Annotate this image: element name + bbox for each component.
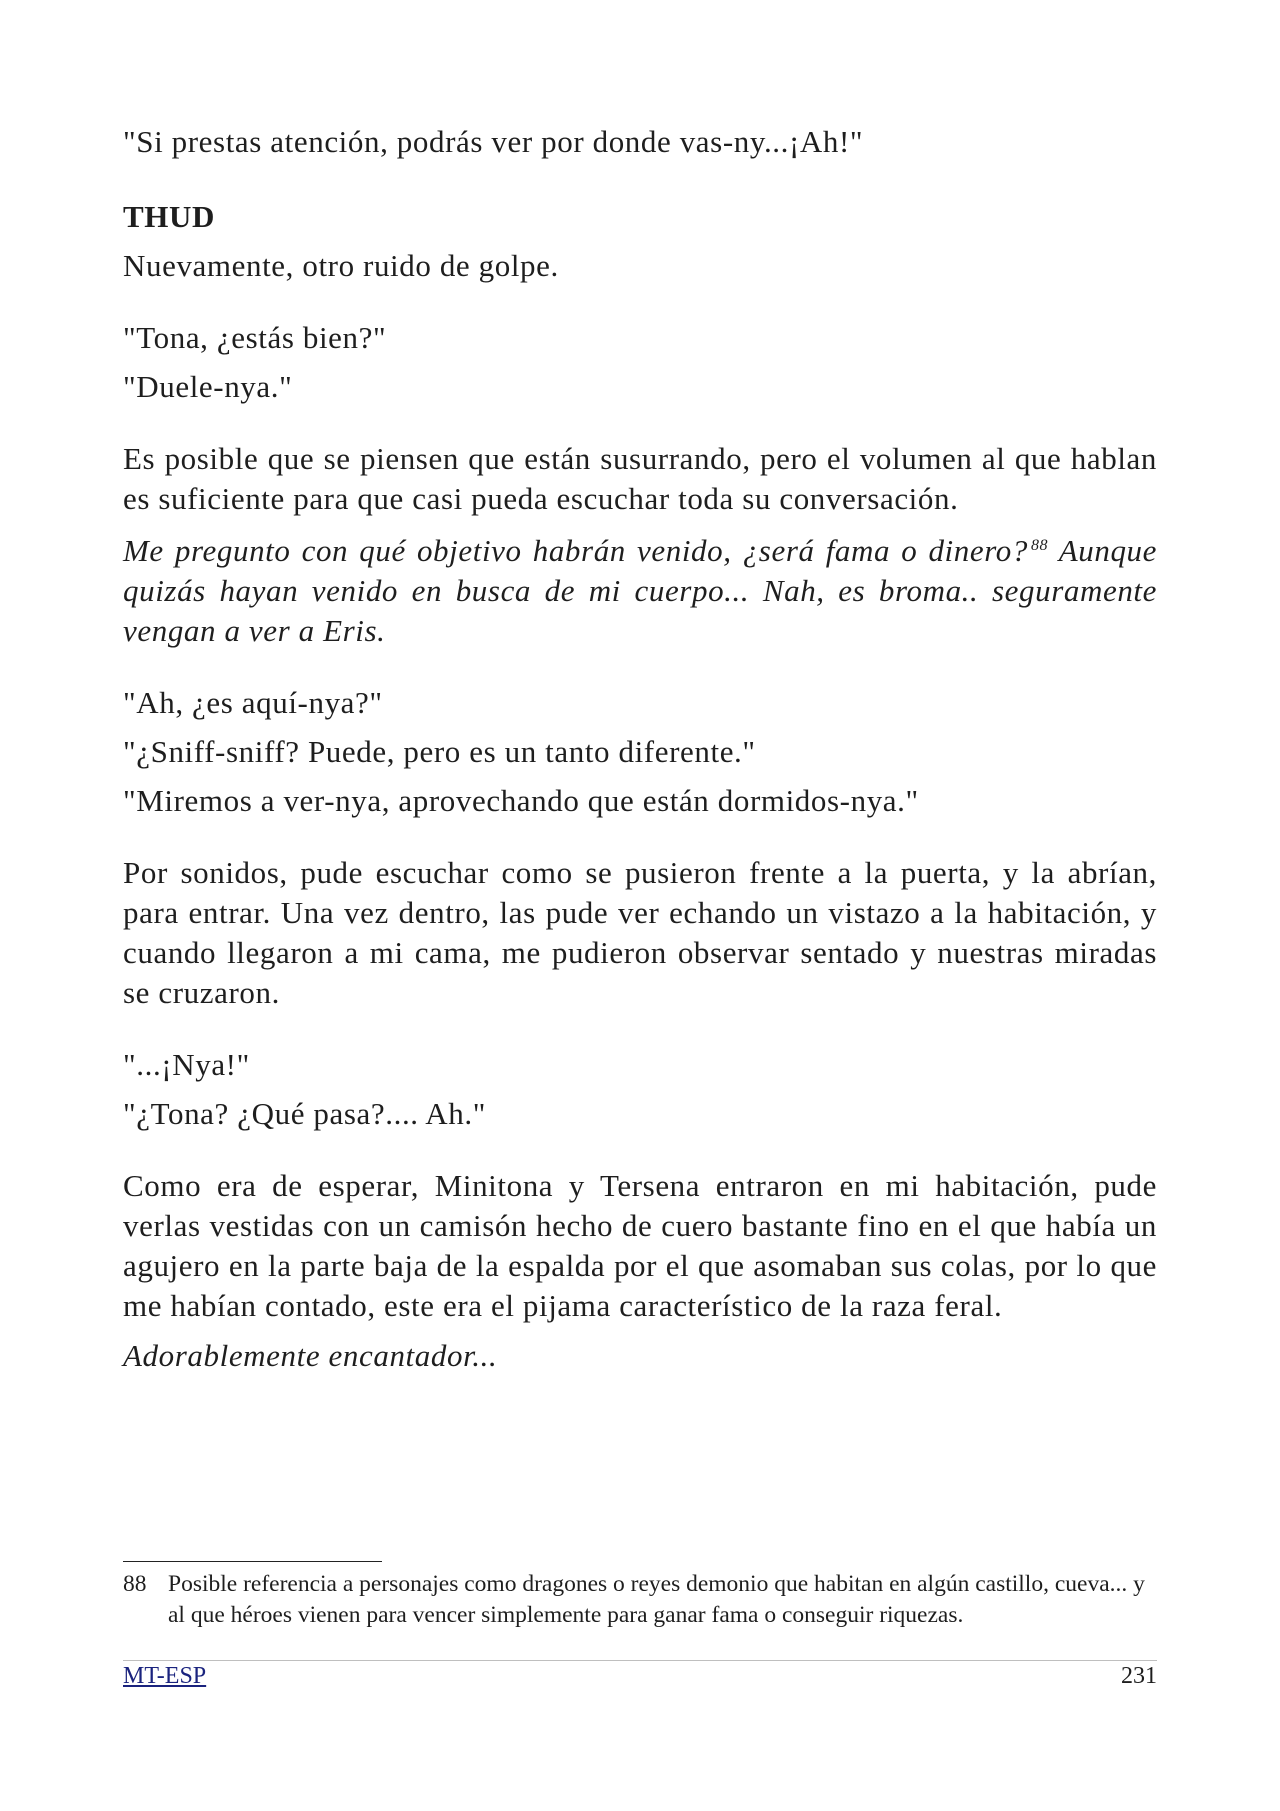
footnote-reference[interactable]: 88 <box>1030 536 1049 554</box>
dialogue-line: "Tona, ¿estás bien?" <box>123 320 387 355</box>
narration-paragraph: Es posible que se piensen que están susurrando, pero el volumen al que hablan es suficiente para que casi pueda escuchar toda su conversación. <box>123 441 1157 516</box>
narration-paragraph: Como era de esperar, Minitona y Tersena entraron en mi habitación, pude verlas vestidas con un camisón hecho de cuero bastante fino en el que había un agujero en la parte baja de la espalda por el que asomaban sus colas, por lo que me habían contado, este era el pijama característico de la raza feral. <box>123 1168 1157 1323</box>
footnote-number: 88 <box>123 1571 147 1597</box>
document-page <box>123 0 1157 1811</box>
thought-text: Me pregunto con qué objetivo habrán venido, ¿será fama o dinero? <box>123 533 1028 568</box>
footer-link[interactable]: MT-ESP <box>123 1663 207 1689</box>
dialogue-line: "¿Sniff-sniff? Puede, pero es un tanto diferente." <box>123 734 756 769</box>
page-number: 231 <box>1121 1663 1157 1689</box>
footnote-text: Posible referencia a personajes como dragones o reyes demonio que habitan en algún castillo, cueva... y al que héroes vienen para vencer simplemente para ganar fama o conseguir riquezas. <box>168 1571 1145 1628</box>
narration-paragraph: Nuevamente, otro ruido de golpe. <box>123 248 559 283</box>
dialogue-line: "...¡Nya!" <box>123 1047 250 1082</box>
dialogue-line: "Ah, ¿es aquí-nya?" <box>123 685 383 720</box>
thought-paragraph: Adorablemente encantador... <box>123 1338 498 1373</box>
dialogue-line: "Si prestas atención, podrás ver por donde vas-ny...¡Ah!" <box>123 124 864 159</box>
page-footer <box>123 1660 1157 1692</box>
dialogue-line: "¿Tona? ¿Qué pasa?.... Ah." <box>123 1096 486 1131</box>
body-text <box>123 122 1157 1376</box>
thought-paragraph <box>123 531 1157 651</box>
narration-paragraph: Por sonidos, pude escuchar como se pusieron frente a la puerta, y la abrían, para entrar. Una vez dentro, las pude ver echando un vistazo a la habitación, y cuando llegaron a mi cama, me pudieron observar sentado y nuestras miradas se cruzaron. <box>123 855 1157 1010</box>
dialogue-line: "Duele-nya." <box>123 369 293 404</box>
thought-text: Aunque quizás hayan venido en busca de mi cuerpo... Nah, es broma.. seguramente vengan a ver a Eris. <box>123 533 1157 648</box>
sound-effect-heading: THUD <box>123 199 215 234</box>
footnote <box>123 1569 1157 1631</box>
dialogue-line: "Miremos a ver-nya, aprovechando que están dormidos-nya." <box>123 783 919 818</box>
footnote-divider <box>123 1561 382 1562</box>
